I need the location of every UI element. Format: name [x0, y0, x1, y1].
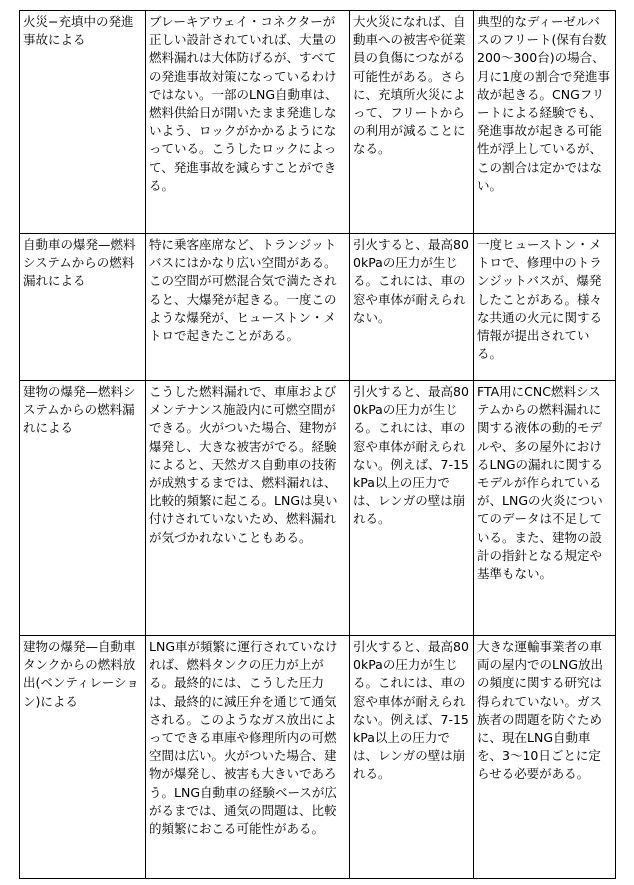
risk-table — [19, 10, 616, 879]
scenario-cell: 火災−充填中の発進事故による — [20, 11, 146, 234]
scenario-cell: 自動車の爆発—燃料システムからの燃料漏れによる — [20, 234, 146, 381]
description-cell: こうした燃料漏れで、車庫およびメンテナンス施設内に可燃空間ができる。火がついた場合、建物が爆発し、大きな被害がでる。経験によると、天然ガス自動車の技術が成熟するまでは、燃料漏れは、比較的頻繁に起こる。LNGは臭い付けされていないため、燃料漏れが気づかれないこともある。 — [146, 381, 350, 636]
consequence-cell: 引火すると、最高800kPaの圧力が生じる。これには、車の窓や車体が耐えられない。例えば、7-15kPa以上の圧力では、レンガの壁は崩れる。 — [350, 381, 474, 636]
scenario-cell: 建物の爆発—自動車タンクからの燃料放出(ベンティレーション)による — [20, 636, 146, 879]
table-row — [20, 234, 616, 381]
frequency-cell: FTA用にCNC燃料システムからの燃料漏れに関する液体の動的モデルや、多の屋外におけるLNGの漏れに関するモデルが作られているが、LNGの火炎についてのデータは不足している。また、建物の設計の指針となる規定や基準もない。 — [474, 381, 616, 636]
frequency-cell: 大きな運輸事業者の車両の屋内でのLNG放出の頻度に関する研究は得られていない。ガス族者の問題を防ぐために、現在LNG自動車を、3〜10日ごとに定らせる必要がある。 — [474, 636, 616, 879]
description-cell: LNG車が頻繁に運行されていなければ、燃料タンクの圧力が上がる。最終的には、こうした圧力は、最終的に減圧弁を通じて通気される。このようなガス放出によってできる車庫や修理所内の可燃空間は広い。火がついた場合、建物が爆発し、被害も大きいであろう。LNG自動車の経験ベースが広がるまでは、通気の問題は、比較的頻繁におこる可能性がある。 — [146, 636, 350, 879]
scenario-cell: 建物の爆発—燃料システムからの燃料漏れによる — [20, 381, 146, 636]
consequence-cell: 大火災になれば、自動車への被害や従業員の負傷につながる可能性がある。さらに、充填所火災によって、フリートからの利用が減ることになる。 — [350, 11, 474, 234]
description-cell: ブレーキアウェイ・コネクターが正しい設計されていれば、大量の燃料漏れは大体防げるが、すべての発進事故対策になっているわけではない。一部のLNG自動車は、燃料供給日が開いたまま発進しないよう、ロックがかかるようになっている。こうしたロックによって、発進事故を減らすことができる。 — [146, 11, 350, 234]
table-row — [20, 381, 616, 636]
consequence-cell: 引火すると、最高800kPaの圧力が生じる。これには、車の窓や車体が耐えられない。例えば、7-15kPa以上の圧力では、レンガの壁は崩れる。 — [350, 636, 474, 879]
description-cell: 特に乗客座席など、トランジットバスにはかなり広い空間がある。この空間が可燃混合気で満たされると、大爆発が起きる。一度このような爆発が、ヒューストン・メトロで起きたことがある。 — [146, 234, 350, 381]
frequency-cell: 一度ヒューストン・メトロで、修理中のトランジットバスが、爆発したことがある。様々な共通の火元に関する情報が提出されている。 — [474, 234, 616, 381]
frequency-cell: 典型的なディーゼルバスのフリート(保有台数200〜300台)の場合、月に1度の割合で発進事故が起きる。CNGフリートによる経験でも、発進事故が起きる可能性が浮上しているが、この割合は定かではない。 — [474, 11, 616, 234]
table-row — [20, 11, 616, 234]
consequence-cell: 引火すると、最高800kPaの圧力が生じる。これには、車の窓や車体が耐えられない。 — [350, 234, 474, 381]
table-row — [20, 636, 616, 879]
